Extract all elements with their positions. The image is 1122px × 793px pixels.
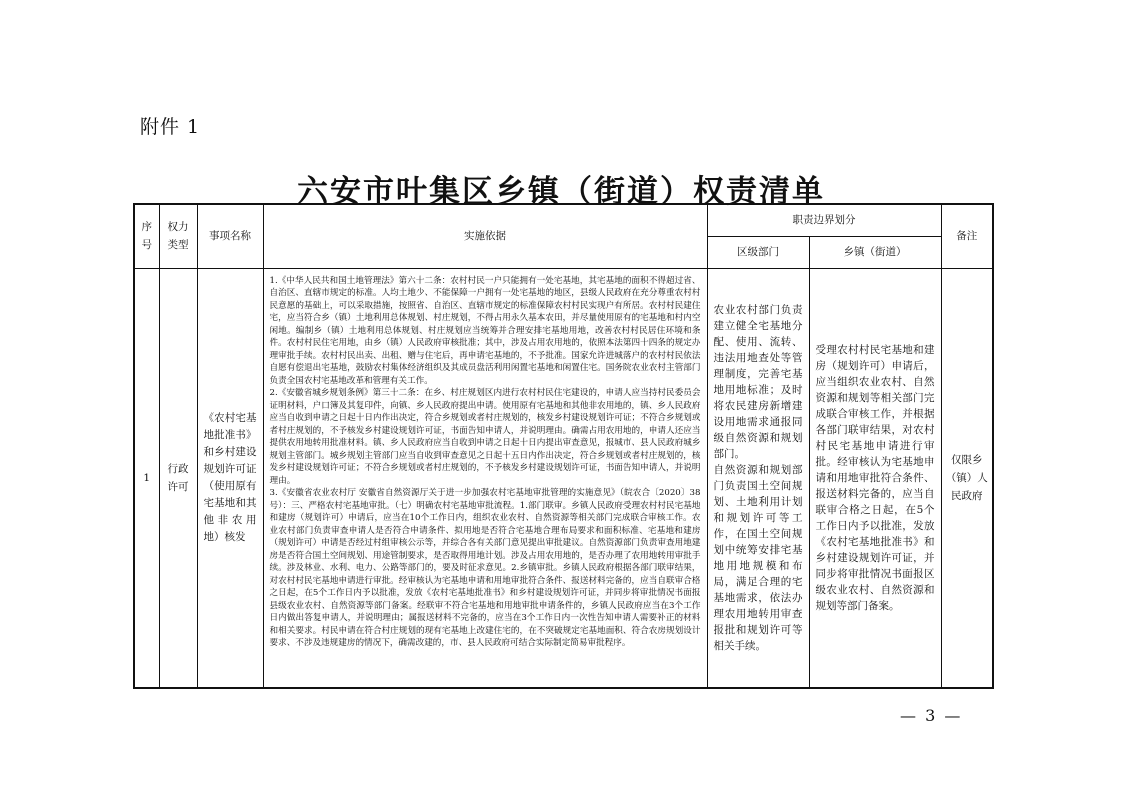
header-seq: 序号 bbox=[134, 204, 159, 268]
cell-remark: 仅限乡（镇）人民政府 bbox=[941, 268, 993, 688]
cell-power-type: 行政许可 bbox=[159, 268, 197, 688]
header-township: 乡镇（街道） bbox=[809, 236, 941, 268]
cell-seq: 1 bbox=[134, 268, 159, 688]
table-row bbox=[134, 268, 993, 688]
header-remark: 备注 bbox=[941, 204, 993, 268]
header-district-dept: 区级部门 bbox=[707, 236, 809, 268]
header-row-top bbox=[134, 204, 993, 236]
document-title: 六安市叶集区乡镇（街道）权责清单 bbox=[297, 174, 825, 210]
cell-basis: 1.《中华人民共和国土地管理法》第六十二条：农村村民一户只能拥有一处宅基地，其宅基地的面积不得超过省、自治区、直辖市规定的标准。人均土地少、不能保障一户拥有一处宅基地的地区，县级人民政府在充分尊重农村村民意愿的基础上，可以采取措施，按照省、自治区、直辖市规定的标准保障农村村民实现户有所居。农村村民建住宅，应当符合乡（镇）土地利用总体规划、村庄规划，不得占用永久基本农田，并尽量使用原有的宅基地和村内空闲地。编制乡（镇）土地利用总体规划、村庄规划应当统筹并合理安排宅基地用地，改善农村村民居住环境和条件。农村村民住宅用地，由乡（镇）人民政府审核批准；其中，涉及占用农用地的，依照本法第四十四条的规定办理审批手续。农村村民出卖、出租、赠与住宅后，再申请宅基地的，不予批准。国家允许进城落户的农村村民依法自愿有偿退出宅基地，鼓励农村集体经济组织及其成员盘活利用闲置宅基地和闲置住宅。国务院农业农村主管部门负责全国农村宅基地改革和管理有关工作。 2.《安徽省城乡规划条例》第三十二条：在乡、村庄规划区内进行农村村民住宅建设的，申请人应当持村民委员会证明材料，户口簿及其复印件，向镇、乡人民政府提出申请。使用原有宅基地和其他非农用地的，镇、乡人民政府应当自收到申请之日起十日内作出决定，符合乡规划或者村庄规划的，核发乡村建设规划许可证；不符合乡规划或者村庄规划的，不予核发乡村建设规划许可证，书面告知申请人，并说明理由。确需占用农用地的，申请人还应当提供农用地转用批准材料。镇、乡人民政府应当自收到申请之日起十日内提出审查意见，报城市、县人民政府城乡规划主管部门。城乡规划主管部门应当自收到审查意见之日起十五日内作出决定，符合乡规划或者村庄规划的，核发乡村建设规划许可证；不符合乡规划或者村庄规划的，不予核发乡村建设规划许可证，书面告知申请人，并说明理由。 3.《安徽省农业农村厅 安徽省自然资源厅关于进一步加强农村宅基地审批管理的实施意见》（皖农合〔2020〕38号）：三、严格农村宅基地审批。（七）明确农村宅基地审批流程。1.部门联审。乡镇人民政府受理农村村民宅基地和建房（规划许可）申请后，应当在10个工作日内，组织农业农村、自然资源等相关部门完成联合审核工作。农业农村部门负责审查申请人是否符合申请条件、拟用地是否符合宅基地合理布局要求和面积标准、宅基地和建房（规划许可）申请是否经过村组审核公示等，并综合各有关部门意见提出审批建议。自然资源部门负责审查用地建房是否符合国土空间规划、用途管制要求，是否取得用地计划。涉及占用农用地的，是否办理了农用地转用审批手续。涉及林业、水利、电力、公路等部门的，要及时征求意见。2.乡镇审批。乡镇人民政府根据各部门联审结果，对农村村民宅基地申请进行审批。经审核认为宅基地申请和用地审批符合条件、报送材料完备的，应当自联审合格之日起，在5个工作日内予以批准，发放《农村宅基地批准书》和乡村建设规划许可证，并同步将审批情况书面报县级农业农村、自然资源等部门备案。经联审不符合宅基地和用地审批申请条件的，乡镇人民政府应当在3个工作日内做出答复申请人，并说明理由；属报送材料不完备的，应当在3个工作日内一次性告知申请人需要补正的材料和相关要求。村民申请在符合村庄规划的现有宅基地上改建住宅的，在不突破规定宅基地面积、符合农房规划设计要求、不涉及违规建房的情况下，确需改建的，市、县人民政府可结合实际制定简易审批程序。 bbox=[263, 268, 707, 688]
cell-district-dept: 农业农村部门负责建立健全宅基地分配、使用、流转、违法用地查处等管理制度，完善宅基地用地标准；及时将农民建房新增建设用地需求通报同级自然资源和规划部门。 自然资源和规划部门负责国土空间规划、土地利用计划和规划许可等工作，在国土空间规划中统筹安排宅基地用地规模和布局，满足合理的宅基地需求，依法办理农用地转用审查报批和规划许可等相关手续。 bbox=[707, 268, 809, 688]
attachment-label: 附件 1 bbox=[140, 116, 201, 138]
header-item-name: 事项名称 bbox=[197, 204, 263, 268]
duty-list-table bbox=[133, 203, 994, 689]
cell-item-name: 《农村宅基地批准书》和乡村建设规划许可证（使用原有宅基地和其他非农用地）核发 bbox=[197, 268, 263, 688]
page-number: — 3 — bbox=[900, 706, 963, 725]
header-duty-group: 职责边界划分 bbox=[707, 204, 941, 236]
header-power-type: 权力类型 bbox=[159, 204, 197, 268]
cell-township: 受理农村村民宅基地和建房（规划许可）申请后，应当组织农业农村、自然资源和规划等相关部门完成联合审核工作，并根据各部门联审结果，对农村村民宅基地申请进行审批。经审核认为宅基地申请和用地审批符合条件、报送材料完备的，应当自联审合格之日起，在5个工作日内予以批准，发放《农村宅基地批准书》和乡村建设规划许可证，并同步将审批情况书面报区级农业农村、自然资源和规划等部门备案。 bbox=[809, 268, 941, 688]
header-basis: 实施依据 bbox=[263, 204, 707, 268]
